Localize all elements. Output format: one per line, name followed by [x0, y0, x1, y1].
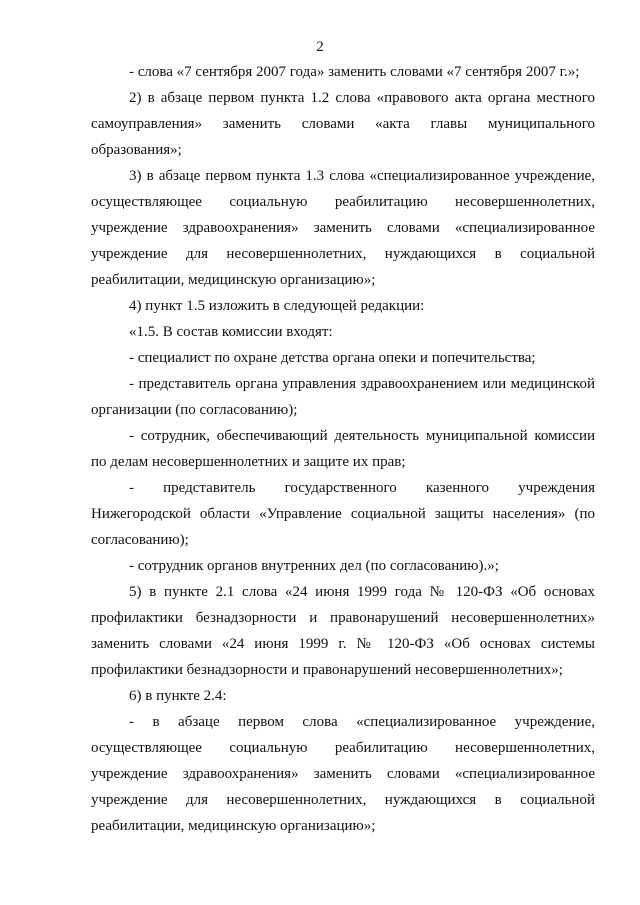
paragraph: - слова «7 сентября 2007 года» заменить словами «7 сентября 2007 г.»; [129, 64, 580, 80]
paragraph: 2) в абзаце первом пункта 1.2 слова «правового акта органа местного самоуправления» заменить словами «акта главы муниципального образования»; [91, 90, 595, 158]
paragraph: 4) пункт 1.5 изложить в следующей редакции: [129, 298, 425, 314]
document-body [91, 59, 595, 839]
paragraph: 5) в пункте 2.1 слова «24 июня 1999 года № 120-ФЗ «Об основах профилактики безнадзорности и правонарушений несовершеннолетних» заменить словами «24 июня 1999 г. № 120-ФЗ «Об основах системы профилактики безнадзорности и правонарушений несовершеннолетних»; [91, 584, 595, 678]
paragraph: - сотрудник органов внутренних дел (по согласованию).»; [129, 558, 499, 574]
page-number: 2 [316, 39, 324, 55]
paragraph: «1.5. В состав комиссии входят: [129, 324, 333, 340]
paragraph: - сотрудник, обеспечивающий деятельность муниципальной комиссии по делам несовершеннолетних и защите их прав; [91, 428, 595, 470]
paragraph: 6) в пункте 2.4: [129, 688, 227, 704]
paragraph: 3) в абзаце первом пункта 1.3 слова «специализированное учреждение, осуществляющее социальную реабилитацию несовершеннолетних, учреждение здравоохранения» заменить словами «специализированное учреждение для несовершеннолетних, нуждающихся в социальной реабилитации, медицинскую организацию»; [91, 168, 595, 288]
paragraph: - представитель органа управления здравоохранением или медицинской организации (по согласованию); [91, 376, 595, 418]
paragraph: - специалист по охране детства органа опеки и попечительства; [129, 350, 536, 366]
paragraph: - в абзаце первом слова «специализированное учреждение, осуществляющее социальную реабилитацию несовершеннолетних, учреждение здравоохранения» заменить словами «специализированное учреждение для несовершеннолетних, нуждающихся в социальной реабилитации, медицинскую организацию»; [91, 714, 595, 834]
paragraph: - представитель государственного казенного учреждения Нижегородской области «Управление социальной защиты населения» (по согласованию); [91, 480, 595, 548]
